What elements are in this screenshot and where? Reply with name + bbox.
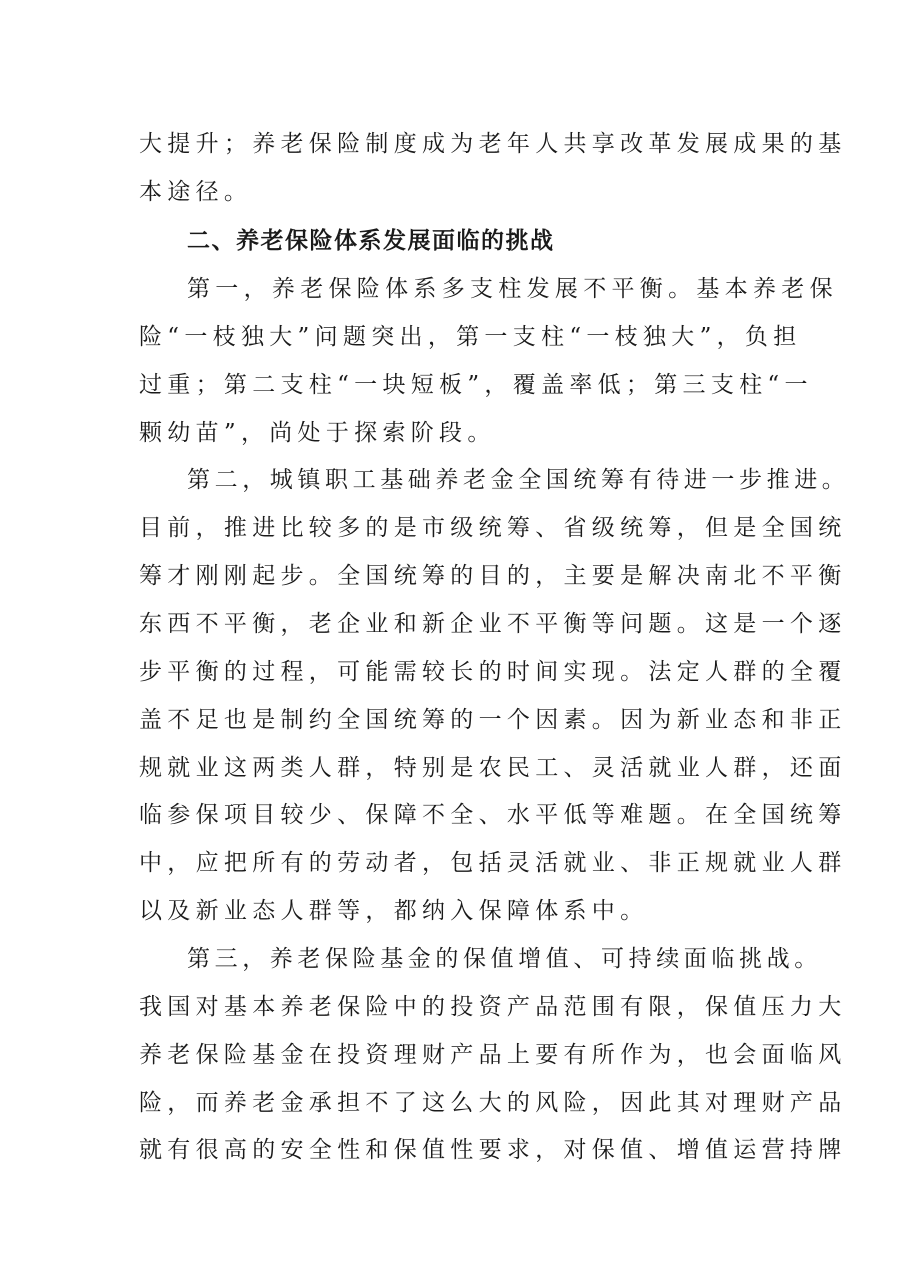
text-line: 险“一枝独大”问题突出，第一支柱“一枝独大”，负担 (139, 324, 802, 350)
text-line: 筹才刚刚起步。全国统筹的目的，主要是解决南北不平衡 (139, 563, 847, 589)
text-line: 盖不足也是制约全国统筹的一个因素。因为新业态和非正 (139, 707, 847, 733)
text-line: 大提升；养老保险制度成为老年人共享改革发展成果的基 (139, 131, 847, 157)
text-line: 过重；第二支柱“一块短板”，覆盖率低；第三支柱“一 (139, 372, 813, 398)
paragraph-first-line: 第三，养老保险基金的保值增值、可持续面临挑战。 (187, 946, 822, 972)
paragraph-first-line: 第一，养老保险体系多支柱发展不平衡。基本养老保 (187, 276, 838, 302)
text-line: 临参保项目较少、保障不全、水平低等难题。在全国统筹 (139, 802, 847, 828)
text-line: 中，应把所有的劳动者，包括灵活就业、非正规就业人群 (139, 850, 847, 876)
text-line: 目前，推进比较多的是市级统筹、省级统筹，但是全国统 (139, 515, 847, 541)
text-line: 东西不平衡，老企业和新企业不平衡等问题。这是一个逐 (139, 611, 847, 637)
text-line: 就有很高的安全性和保值性要求，对保值、增值运营持牌 (139, 1137, 847, 1163)
text-line: 步平衡的过程，可能需较长的时间实现。法定人群的全覆 (139, 659, 847, 685)
paragraph-first-line: 第二，城镇职工基础养老金全国统筹有待进一步推进。 (187, 467, 850, 493)
text-line: 险，而养老金承担不了这么大的风险，因此其对理财产品 (139, 1090, 847, 1116)
text-line: 以及新业态人群等，都纳入保障体系中。 (139, 898, 649, 924)
text-line: 颗幼苗”，尚处于探索阶段。 (139, 420, 496, 446)
text-line: 规就业这两类人群，特别是农民工、灵活就业人群，还面 (139, 755, 847, 781)
text-line: 我国对基本养老保险中的投资产品范围有限，保值压力大 (139, 994, 847, 1020)
text-line: 本途径。 (139, 179, 253, 205)
text-line: 养老保险基金在投资理财产品上要有所作为，也会面临风 (139, 1042, 847, 1068)
section-heading: 二、养老保险体系发展面临的挑战 (187, 228, 555, 254)
